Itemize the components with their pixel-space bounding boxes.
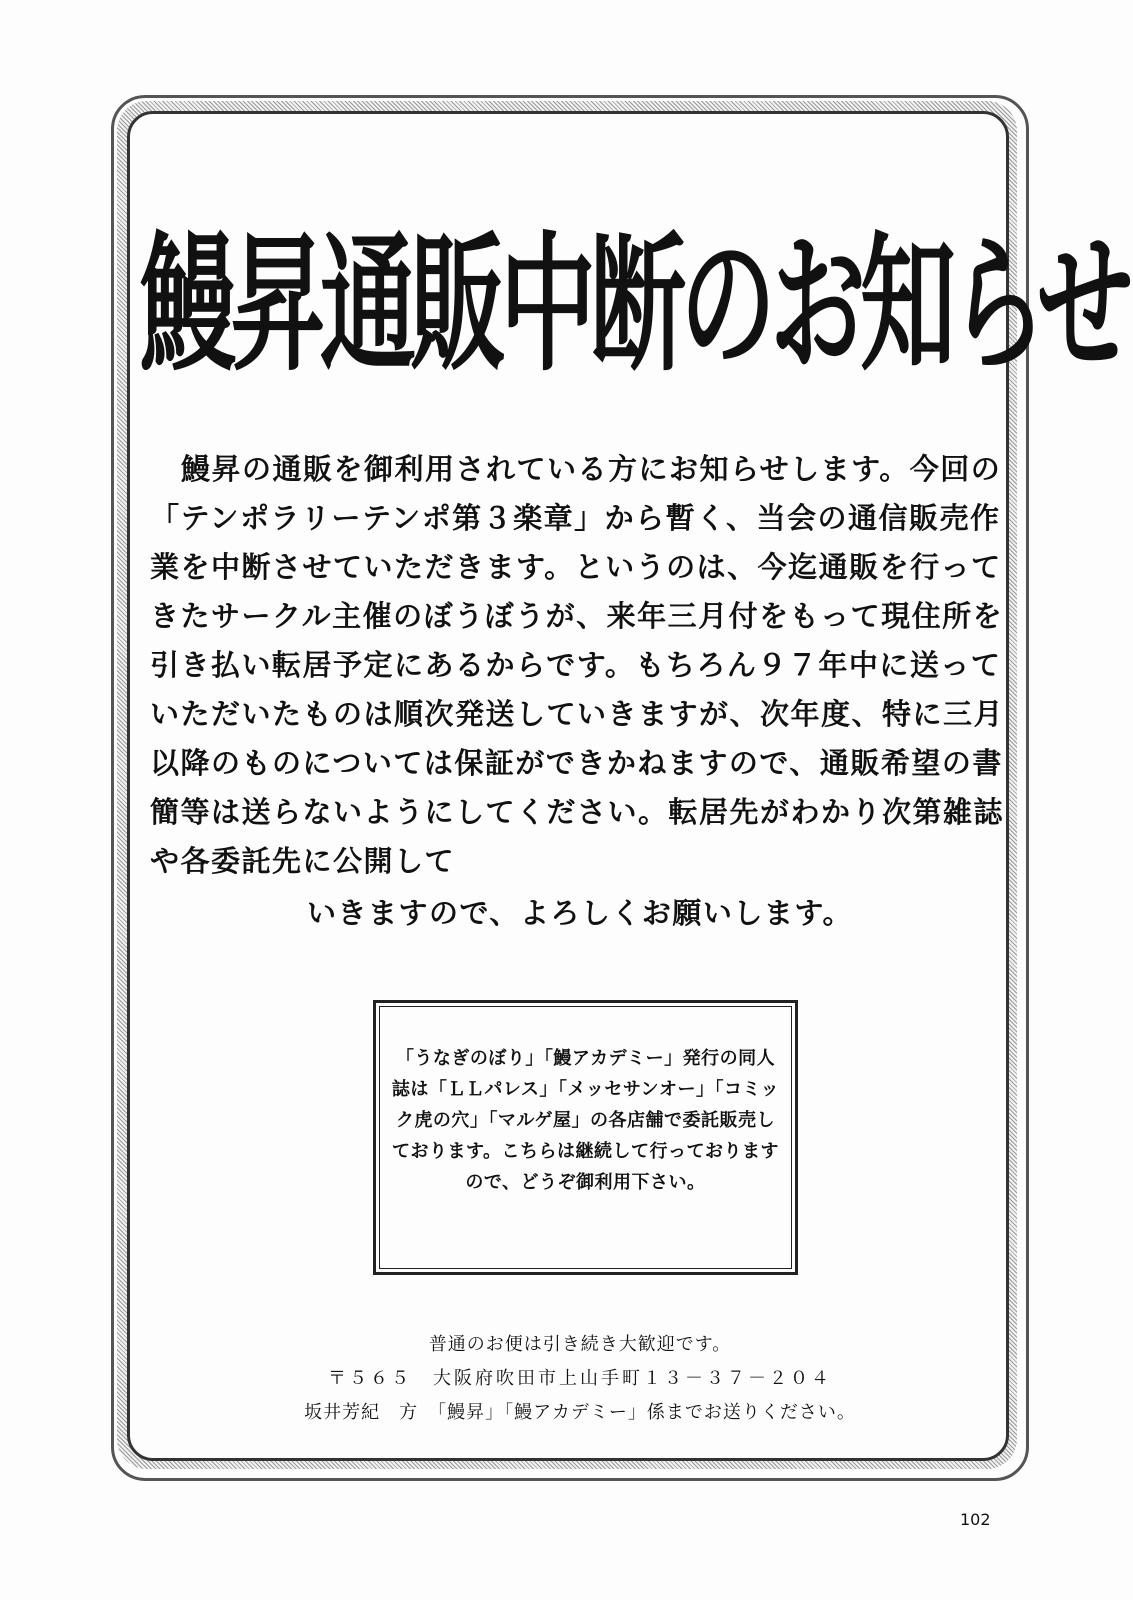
body-last-line: いきますので、よろしくお願いします。 bbox=[306, 896, 854, 930]
notice-box bbox=[373, 1000, 798, 1275]
body-paragraph: 鰻昇の通販を御利用されている方にお知らせします。今回の「テンポラリーテンポ第３楽章」から暫く、当会の通信販売作業を中断させていただきます。というのは、今迄通販を行ってきたサークル主催のぼうぼうが、来年三月付をもって現住所を引き払い転居予定にあるからです。もちろん９７年中に送っていただいたものは順次発送していきますが、次年度、特に三月以降のものについては保証ができかねますので、通販希望の書簡等は送らないようにしてください。転居先がわかり次第雑誌や各委託先に公開して bbox=[150, 452, 1005, 878]
page-number: 102 bbox=[960, 1510, 991, 1529]
footer-address: 〒５６５ 大阪府吹田市上山手町１３－３７－２０４ bbox=[328, 1368, 832, 1389]
page-title: 鰻昇通販中断のお知らせ bbox=[140, 218, 1128, 392]
notice-box-inner bbox=[379, 1006, 792, 1269]
footer-recipient: 坂井芳紀 方 「鰻昇」「鰻アカデミー」係までお送りください。 bbox=[304, 1402, 856, 1423]
footer-welcome: 普通のお便は引き続き大歓迎です。 bbox=[428, 1334, 732, 1355]
notice-text: 「うなぎのぼり」「鰻アカデミー」発行の同人誌は「ＬＬパレス」「メッセサンオー」「コミック虎の穴」「マルゲ屋」の各店舗で委託販売しております。こちらは継続して行っておりますので、どうぞ御利用下さい。 bbox=[391, 1048, 780, 1193]
